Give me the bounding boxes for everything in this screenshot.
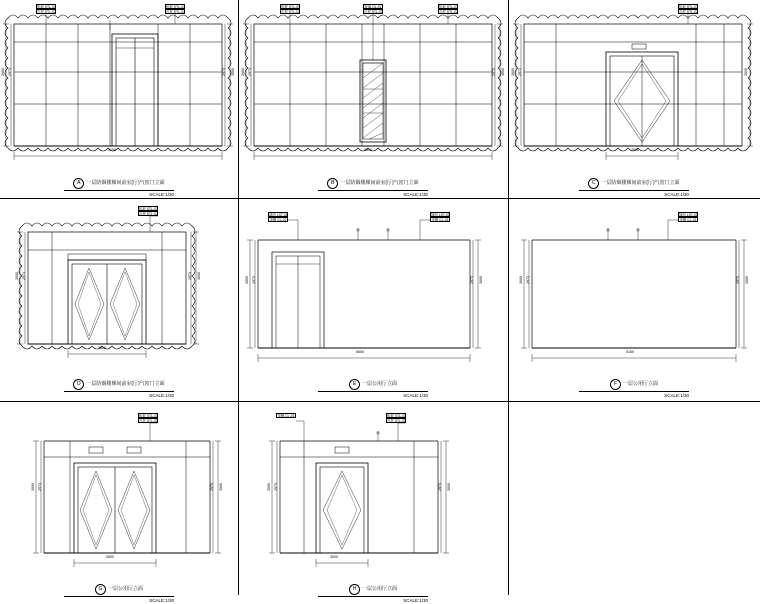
- dimension-left-overall: 3000: [519, 276, 523, 284]
- dimension-right-overall: 3000: [197, 272, 201, 280]
- material-tag-aluminium: 铝板 STL-01: [679, 5, 698, 9]
- material-tag-aluminium-2: 铝板 STL-01: [166, 5, 185, 9]
- elevation-panel-f: [508, 198, 760, 401]
- material-tag-stone: 石材 STL-02: [139, 419, 158, 423]
- title-block-d: [19, 379, 219, 399]
- material-tag-aluminium-2: 铝板 STL-01: [439, 5, 458, 9]
- material-tag-stone: 石材 STL-02: [387, 419, 406, 423]
- dimension-left-inner: 2973: [252, 276, 256, 284]
- dimension-right-overall: 3000: [479, 276, 483, 284]
- material-tag-aluminium: 铝板 STL-01: [37, 5, 56, 9]
- elevation-scale-b: SCALE:1/30: [403, 192, 428, 197]
- dimension-left-overall: 3000: [1, 68, 5, 76]
- title-block-a: [19, 178, 219, 198]
- dimension-left-inner: 2973: [8, 68, 12, 76]
- material-tag-stone: 石材 STL-02: [679, 10, 698, 14]
- elevation-title-a: 一层防烟楼梯间前室(厅)气密门立面: [86, 180, 165, 186]
- material-tag-stone-2: 石材 STL-02: [166, 10, 185, 14]
- material-tag-aluminium: 铝板 STL-01: [139, 207, 158, 211]
- elevation-scale-e: SCALE:1/30: [403, 393, 428, 398]
- elevation-scale-f: SCALE:1/30: [664, 393, 689, 398]
- material-tag-ceiling-2: 顶棚 CL-01: [431, 218, 449, 222]
- detail-bubble-c: C: [588, 178, 599, 189]
- elevation-title-f: 一层公用厅立面: [622, 381, 658, 387]
- material-tag-wall-2: 墙面 LST-01: [431, 213, 450, 217]
- material-tag-stone-2: 石材 STL-02: [364, 10, 383, 14]
- material-tag-stone-3: 石材 STL-02: [439, 10, 458, 14]
- detail-bubble-b: B: [327, 178, 338, 189]
- dimension-left-overall: 3000: [245, 276, 249, 284]
- material-tag-ceiling: 顶棚 CL-01: [277, 414, 295, 418]
- material-tag-ceiling: 顶棚 CL-01: [679, 218, 697, 222]
- title-block-g: [19, 584, 219, 604]
- elevation-scale-g: SCALE:1/30: [149, 598, 174, 603]
- elevation-title-b: 一层防烟楼梯间前室(厅)气密门立面: [340, 180, 419, 186]
- dimension-bottom: 3500: [106, 555, 114, 559]
- elevation-drawing-a: [0, 0, 238, 198]
- title-block-e: [273, 379, 473, 399]
- dimension-bottom: 2600: [631, 148, 639, 152]
- elevation-drawing-b: [238, 0, 508, 198]
- dimension-left-inner: 2973: [518, 68, 522, 76]
- detail-bubble-e: E: [349, 379, 360, 390]
- title-block-h: [273, 584, 473, 604]
- dimension-bottom: 4850: [364, 148, 372, 152]
- elevation-title-e: 一层公用厅立面: [361, 381, 397, 387]
- elevation-scale-d: SCALE:1/30: [149, 393, 174, 398]
- dimension-right-inner: 2973: [736, 276, 740, 284]
- elevation-drawing-h: [238, 401, 508, 595]
- elevation-panel-a: [0, 0, 238, 198]
- elevation-drawing-f: [508, 198, 760, 401]
- detail-bubble-g: G: [95, 584, 106, 595]
- elevation-scale-a: SCALE:1/30: [149, 192, 174, 197]
- dimension-right-overall: 3000: [744, 68, 748, 76]
- detail-bubble-h: H: [349, 584, 360, 595]
- dimension-right-inner: 2973: [492, 68, 496, 76]
- elevation-title-h: 一层公用厅立面: [361, 586, 397, 592]
- dimension-left-overall: 3000: [31, 483, 35, 491]
- material-tag-stone: 石材 STL-02: [37, 10, 56, 14]
- elevation-panel-e: [238, 198, 508, 401]
- material-tag-stone: 石材 STL-02: [139, 212, 158, 216]
- title-block-c: [534, 178, 734, 198]
- dimension-bottom: 5650: [356, 350, 364, 354]
- elevation-panel-d: [0, 198, 238, 401]
- dimension-left-overall: 3000: [241, 68, 245, 76]
- dimension-left-inner: 2973: [38, 483, 42, 491]
- dimension-left-inner: 2973: [22, 272, 26, 280]
- elevation-panel-g: [0, 401, 238, 603]
- elevation-panel-c: [508, 0, 760, 198]
- dimension-left-inner: 2973: [248, 68, 252, 76]
- dimension-bottom: 3855: [98, 346, 106, 350]
- dimension-left-inner: 2973: [526, 276, 530, 284]
- dimension-right-inner: 2973: [438, 483, 442, 491]
- dimension-right-overall: 3000: [447, 483, 451, 491]
- dimension-right-inner: 2973: [188, 272, 192, 280]
- elevation-title-d: 一层防烟楼梯间前室(厅)气密门立面: [86, 381, 165, 387]
- material-tag-stone: 石材 STL-02: [281, 10, 300, 14]
- title-block-b: [273, 178, 473, 198]
- dimension-left-overall: 3000: [511, 68, 515, 76]
- elevation-scale-h: SCALE:1/30: [403, 598, 428, 603]
- elevation-title-g: 一层公用厅立面: [107, 586, 143, 592]
- elevation-drawing-d: [0, 198, 238, 401]
- detail-bubble-f: F: [610, 379, 621, 390]
- dimension-right-inner: 2973: [222, 68, 226, 76]
- dimension-right-inner: 2973: [210, 483, 214, 491]
- elevation-drawing-c: [508, 0, 760, 198]
- dimension-right-overall: 3000: [219, 483, 223, 491]
- elevation-panel-b: [238, 0, 508, 198]
- dimension-left-overall: 3000: [15, 272, 19, 280]
- material-tag-ceiling: 顶棚 CL-01: [269, 218, 287, 222]
- dimension-right-overall: 3000: [745, 276, 749, 284]
- dimension-left-inner: 2973: [274, 483, 278, 491]
- material-tag-aluminium: 铝板 STL-01: [387, 414, 406, 418]
- dimension-right-inner: 2973: [470, 276, 474, 284]
- elevation-title-c: 一层防烟楼梯间前室(厅)气密门立面: [601, 180, 680, 186]
- material-tag-glass: 玻璃 GL-01: [364, 5, 382, 9]
- material-tag-aluminium: 铝板 STL-01: [281, 5, 300, 9]
- dimension-left-overall: 3000: [267, 483, 271, 491]
- title-block-f: [534, 379, 734, 399]
- elevation-drawing-e: [238, 198, 508, 401]
- dimension-bottom: 5150: [626, 350, 634, 354]
- material-tag-wall: 墙面 LST-01: [679, 213, 698, 217]
- dimension-right-overall: 3000: [501, 68, 505, 76]
- dimension-bottom: 4150: [108, 148, 116, 152]
- detail-bubble-a: A: [73, 178, 84, 189]
- detail-bubble-d: D: [73, 379, 84, 390]
- elevation-scale-c: SCALE:1/30: [664, 192, 689, 197]
- elevation-drawing-g: [0, 401, 238, 595]
- dimension-right-overall: 3000: [231, 68, 235, 76]
- elevation-panel-h: [238, 401, 508, 603]
- material-tag-wall: 墙面 LST-01: [269, 213, 288, 217]
- material-tag-aluminium: 铝板 STL-01: [139, 414, 158, 418]
- dimension-bottom: 3000: [330, 555, 338, 559]
